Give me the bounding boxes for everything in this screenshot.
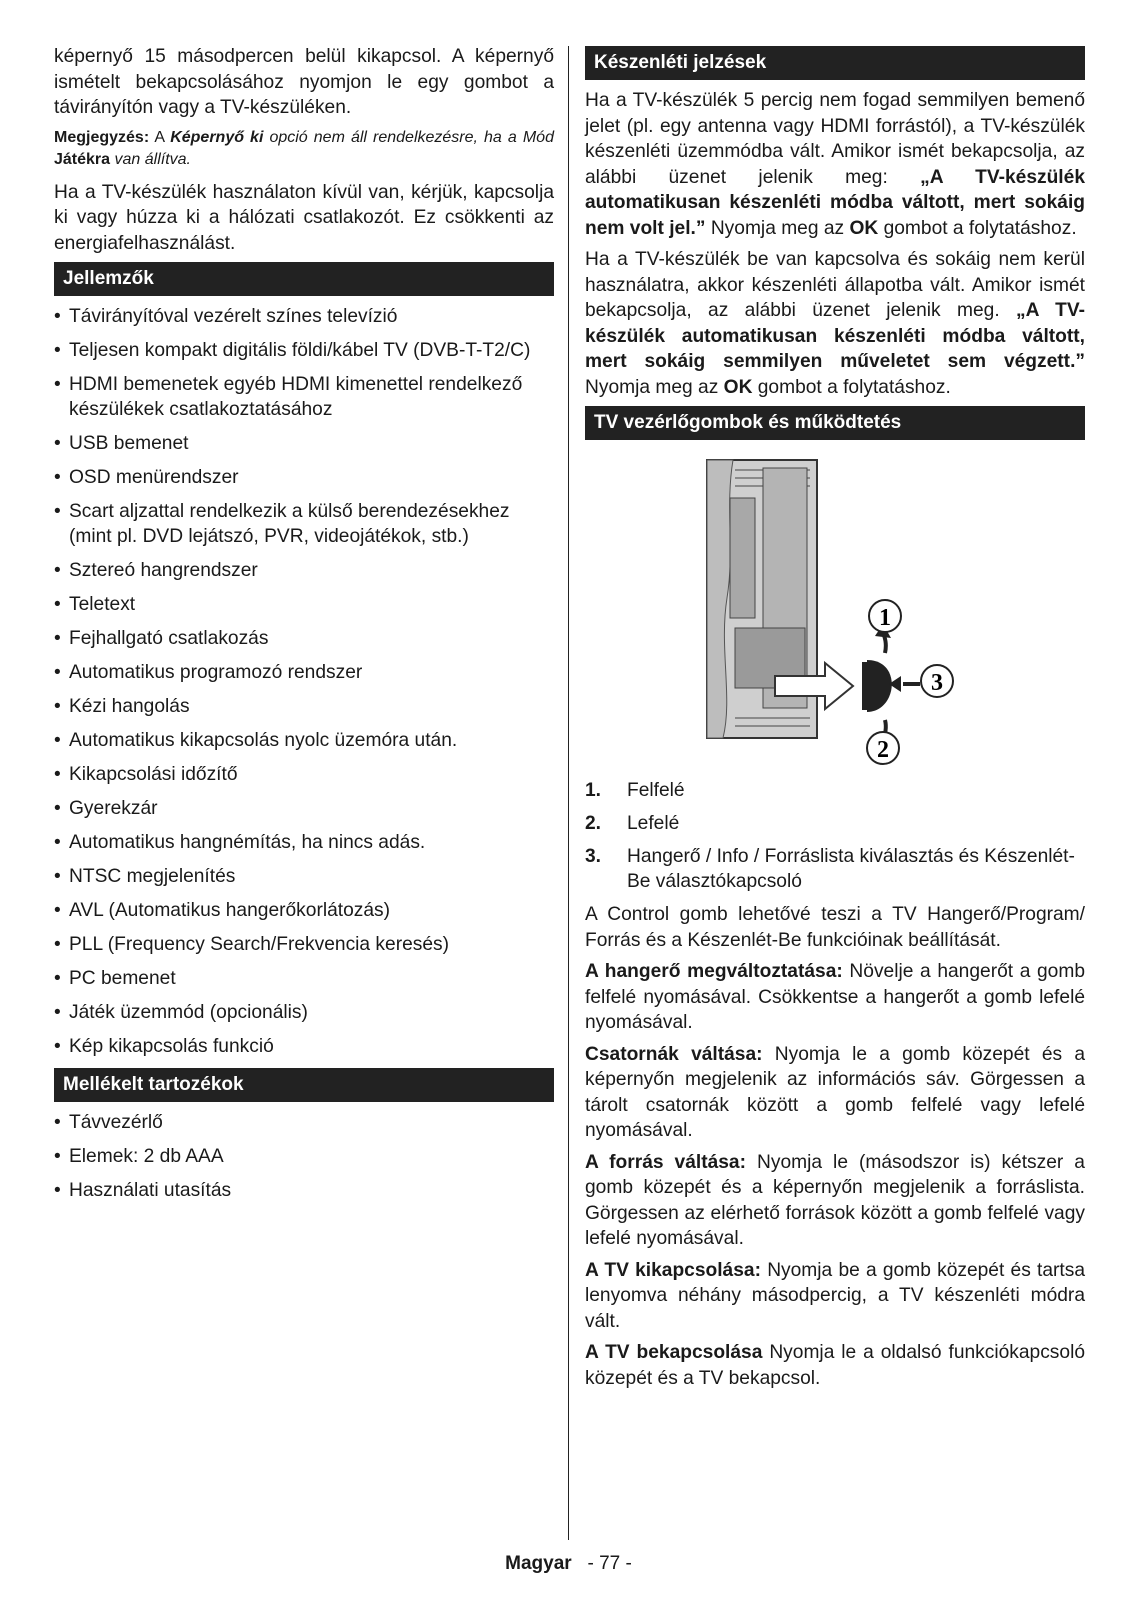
off-text: Nyomja be a gomb közepét és tartsa lenyomva néhány másodpercig, a TV készenléti módra vált. xyxy=(585,1259,1085,1332)
note-screen-off: Képernyő ki xyxy=(170,128,264,146)
note-text2: van állítva. xyxy=(114,150,191,168)
on-paragraph xyxy=(585,1340,1085,1391)
control-item-number: 1. xyxy=(585,780,602,801)
energy-paragraph: Ha a TV-készülék használaton kívül van, kérjük, kapcsolja ki vagy húzza ki a hálózati csatlakozót. Ez csökkenti az energiafelhasználást. xyxy=(54,181,554,254)
off-label: A TV kikapcsolása: xyxy=(585,1259,761,1281)
feature-item: • Távirányítóval vezérelt színes televízió xyxy=(54,304,554,329)
standby1-message: „A TV-készülék automatikusan készenléti módba váltott, mert sokáig nem volt jel.” xyxy=(585,166,1085,239)
source-label: A forrás váltása: xyxy=(585,1151,746,1173)
right-column xyxy=(585,44,1085,1397)
control-item-number: 3. xyxy=(585,846,602,867)
source-text: Nyomja le (másodszor is) kétszer a gomb közepét és a képernyőn megjelenik a forráslista. Görgessen az elérhető források között a gomb felfelé vagy lefelé nyomásával. xyxy=(585,1151,1085,1249)
control-description: A Control gomb lehetővé teszi a TV Hangerő/Program/ Forrás és a Készenlét-Be funkcióinak beállítását. xyxy=(585,904,1085,951)
standby-paragraph-1 xyxy=(585,88,1085,241)
standby2-message: „A TV-készülék automatikusan készenléti módba váltott, mert sokáig semmilyen műveletet sem végzett.” xyxy=(585,300,1085,372)
tv-side-illustration xyxy=(585,448,1085,768)
page-footer xyxy=(0,1553,1137,1575)
control-list-item xyxy=(585,778,1085,803)
control-item-text: Lefelé xyxy=(627,813,680,834)
note-label: Megjegyzés: xyxy=(54,128,150,146)
feature-item: • HDMI bemenetek egyéb HDMI kimenettel rendelkező készülékek csatlakoztatásához xyxy=(54,372,554,422)
control-button xyxy=(867,660,892,712)
label-2-text: 2 xyxy=(877,737,889,763)
feature-item: • Automatikus hangnémítás, ha nincs adás. xyxy=(54,830,554,855)
accessory-item: • Használati utasítás xyxy=(54,1178,554,1203)
control-list xyxy=(585,778,1085,894)
label-3-text: 3 xyxy=(931,670,943,696)
tv-panel-left xyxy=(730,498,755,618)
feature-item: • PC bemenet xyxy=(54,966,554,991)
control-item-number: 2. xyxy=(585,813,602,834)
standby2-text3: gombot a folytatáshoz. xyxy=(757,376,951,398)
footer-page-number: - 77 - xyxy=(587,1553,632,1574)
volume-paragraph xyxy=(585,959,1085,1036)
accessory-item: • Távvezérlő xyxy=(54,1110,554,1135)
feature-item: • Kézi hangolás xyxy=(54,694,554,719)
standby-header: Készenléti jelzések xyxy=(585,46,1085,80)
control-list-item xyxy=(585,844,1085,894)
standby1-text: Ha a TV-készülék 5 percig nem fogad semmilyen bemenő jelet (pl. egy antenna vagy HDMI forrástól), a TV-készülék készenléti üzemmódba vált. Amikor ismét bekapcsolja, az alábbi üzenet jelenik meg: xyxy=(585,90,1085,188)
control-button-stem xyxy=(862,662,867,710)
standby2-text2: Nyomja meg az xyxy=(585,376,719,398)
feature-item: • PLL (Frequency Search/Frekvencia keresés) xyxy=(54,932,554,957)
feature-item: • Automatikus programozó rendszer xyxy=(54,660,554,685)
footer-language: Magyar xyxy=(505,1553,572,1574)
left-column xyxy=(54,44,554,1212)
feature-item: • Sztereó hangrendszer xyxy=(54,558,554,583)
channel-paragraph xyxy=(585,1042,1085,1144)
standby1-text2: Nyomja meg az xyxy=(710,217,845,239)
feature-item: • Kép kikapcsolás funkció xyxy=(54,1034,554,1059)
on-label: A TV bekapcsolása xyxy=(585,1342,763,1363)
control-list-item xyxy=(585,811,1085,836)
standby1-ok: OK xyxy=(849,217,879,239)
feature-item: • AVL (Automatikus hangerőkorlátozás) xyxy=(54,898,554,923)
standby2-ok: OK xyxy=(723,376,753,398)
channel-text: Nyomja le a gomb közepét és a képernyőn megjelenik az információs sáv. Görgessen a tárolt csatornák között a gomb felfelé vagy lefelé nyomásával. xyxy=(585,1043,1085,1141)
accessory-item: • Elemek: 2 db AAA xyxy=(54,1144,554,1169)
control-item-text: Felfelé xyxy=(627,780,685,801)
feature-item: • Scart aljzattal rendelkezik a külső berendezésekhez (mint pl. DVD lejátszó, PVR, videojátékok, stb.) xyxy=(54,499,554,549)
label-1-text: 1 xyxy=(879,605,891,631)
feature-item: • Teletext xyxy=(54,592,554,617)
feature-item: • Játék üzemmód (opcionális) xyxy=(54,1000,554,1025)
features-header: Jellemzők xyxy=(54,262,554,296)
controls-header: TV vezérlőgombok és működtetés xyxy=(585,406,1085,440)
note-game: Játékra xyxy=(54,150,111,168)
feature-item: • USB bemenet xyxy=(54,431,554,456)
feature-item: • Fejhallgató csatlakozás xyxy=(54,626,554,651)
feature-item: • Automatikus kikapcsolás nyolc üzemóra után. xyxy=(54,728,554,753)
feature-item: • NTSC megjelenítés xyxy=(54,864,554,889)
accessories-list xyxy=(54,1110,554,1203)
features-list xyxy=(54,304,554,1059)
standby2-text: Ha a TV-készülék be van kapcsolva és sokáig nem kerül használatra, akkor készenléti állapotba vált. Amikor ismét bekapcsolja, az alábbi üzenet jelenik meg. xyxy=(585,249,1085,321)
feature-item: • Kikapcsolási időzítő xyxy=(54,762,554,787)
source-paragraph xyxy=(585,1150,1085,1252)
volume-label: A hangerő megváltoztatása: xyxy=(585,961,843,982)
control-item-text: Hangerő / Info / Forráslista kiválasztás és Készenlét-Be választókapcsoló xyxy=(627,846,1075,892)
on-text: Nyomja le a oldalsó funkciókapcsoló közepét és a TV bekapcsol. xyxy=(585,1342,1086,1389)
standby-paragraph-2 xyxy=(585,247,1085,400)
accessories-header: Mellékelt tartozékok xyxy=(54,1068,554,1102)
tv-control-figure xyxy=(585,448,1085,768)
volume-text: Növelje a hangerőt a gomb felfelé nyomásával. Csökkentse a hangerőt a gomb lefelé nyomásával. xyxy=(585,961,1086,1033)
feature-item: • Teljesen kompakt digitális földi/kábel TV (DVB-T-T2/C) xyxy=(54,338,554,363)
note-text1: opció nem áll rendelkezésre, ha a Mód xyxy=(269,128,554,146)
off-paragraph xyxy=(585,1258,1085,1335)
feature-item: • OSD menürendszer xyxy=(54,465,554,490)
column-divider xyxy=(568,46,569,1540)
intro-paragraph: képernyő 15 másodpercen belül kikapcsol. A képernyő ismételt bekapcsolásához nyomjon le egy gombot a távirányítón vagy a TV-készüléken. xyxy=(54,46,554,118)
channel-label: Csatornák váltása: xyxy=(585,1043,763,1065)
standby1-text3: gombot a folytatáshoz. xyxy=(883,217,1077,239)
feature-item: • Gyerekzár xyxy=(54,796,554,821)
note-paragraph xyxy=(54,127,554,171)
note-a: A xyxy=(154,128,165,146)
